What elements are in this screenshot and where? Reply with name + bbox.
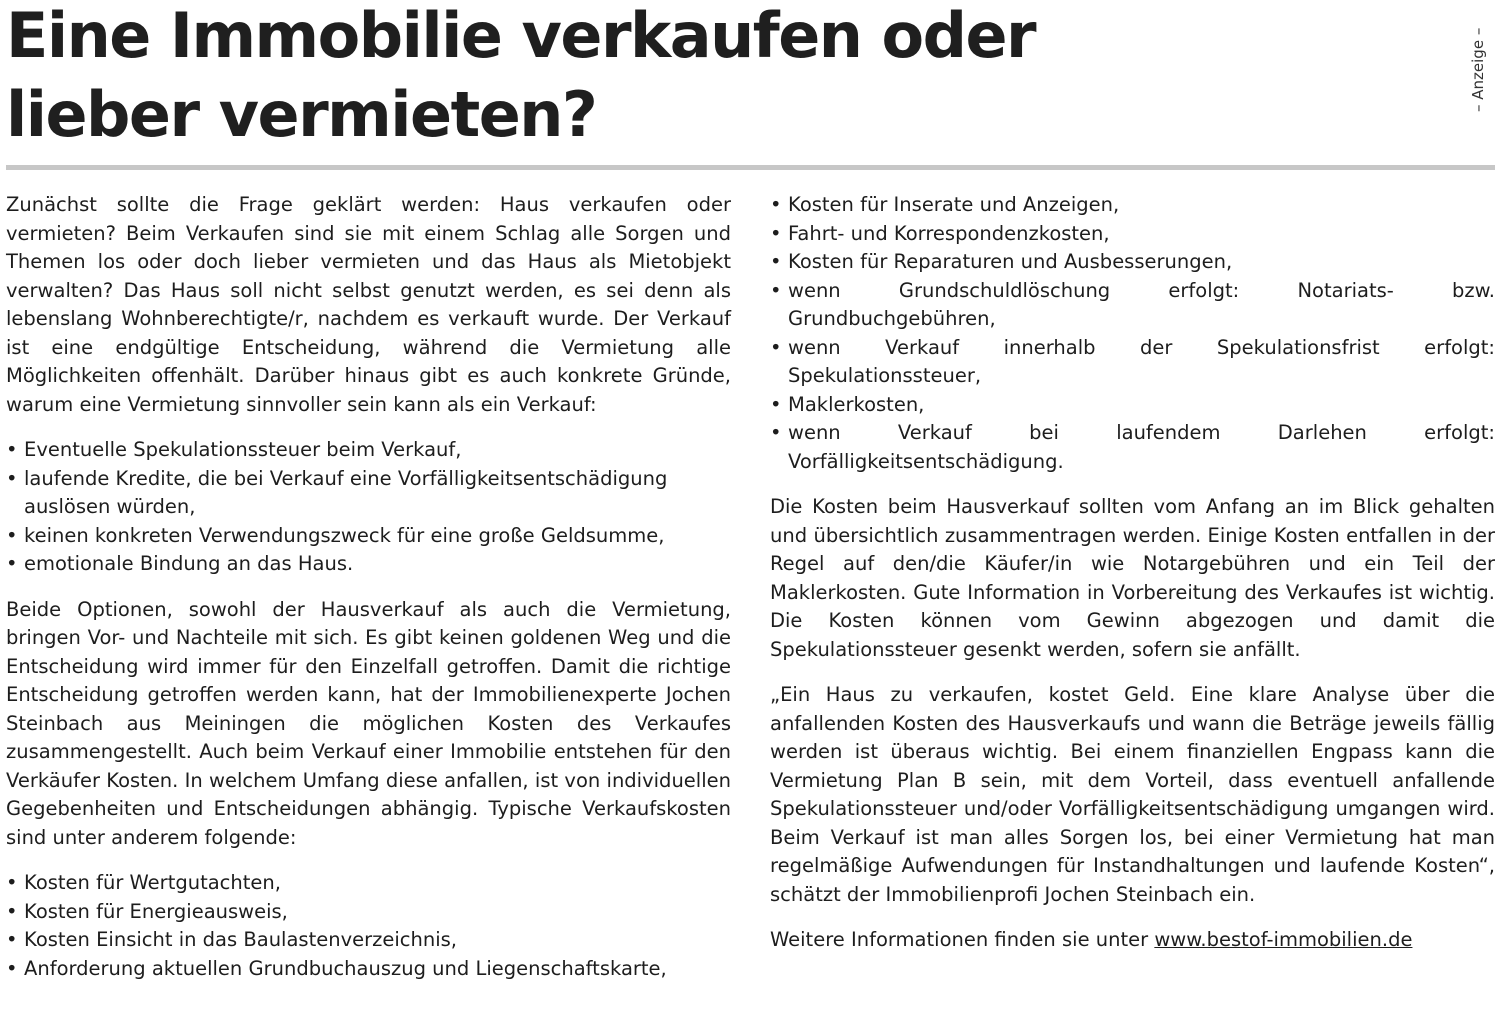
website-link[interactable]: www.bestof-immobilien.de (1154, 928, 1413, 951)
more-info-text: Weitere Informationen finden sie unter (770, 928, 1155, 951)
divider (6, 165, 1495, 170)
list-item: • emotionale Bindung an das Haus. (6, 550, 731, 579)
list-item: • laufende Kredite, die bei Verkauf eine Vorfälligkeitsentschädigung auslösen würden, (6, 465, 731, 522)
list-item: • keinen konkreten Verwendungszweck für eine große Geldsumme, (6, 522, 731, 551)
list-item: • Kosten für Reparaturen und Ausbesserungen, (770, 248, 1495, 277)
more-info (770, 926, 1495, 955)
page-title (6, 0, 1426, 154)
list-item: • Kosten Einsicht in das Baulastenverzeichnis, (6, 926, 731, 955)
right-column (770, 191, 1495, 972)
intro-paragraph: Zunächst sollte die Frage geklärt werden: Haus verkaufen oder vermieten? Beim Verkaufen sind sie mit einem Schlag alle Sorgen und Themen los oder doch lieber vermieten und das Haus als Mietobjekt verwalten? Das Haus soll nicht selbst genutzt werden, es sei denn als lebenslang Wohnberechtigte/r, nachdem es verkauft wurde. Der Verkauf ist eine endgültige Entscheidung, während die Vermietung alle Möglichkeiten offenhält. Darüber hinaus gibt es auch konkrete Gründe, warum eine Vermietung sinnvoller sein kann als ein Verkauf: (6, 193, 731, 416)
list-item: • Kosten für Energieausweis, (6, 898, 731, 927)
list-item: • Kosten für Wertgutachten, (6, 869, 731, 898)
costs-list (6, 869, 731, 983)
quote-paragraph: „Ein Haus zu verkaufen, kostet Geld. Eine klare Analyse über die anfallenden Kosten des Hausverkaufs und wann die Beträge jeweils fällig werden ist überaus wichtig. Bei einem finanziellen Engpass kann die Vermietung Plan B sein, mit dem Vorteil, dass eventuell anfallende Spekulationssteuer und/oder Vorfälligkeitsentschädigung umgangen wird. Beim Verkauf ist man alles Sorgen los, bei einer Vermietung hat man regelmäßige Aufwendungen für Instandhaltungen und laufende Kosten“, schätzt der Immobilienprofi Jochen Steinbach ein. (770, 683, 1495, 906)
reasons-list (6, 436, 731, 579)
headline-line-1: Eine Immobilie verkaufen oder (6, 0, 1036, 72)
left-column (6, 191, 731, 1000)
list-item: • Maklerkosten, (770, 391, 1495, 420)
costs-list-continued (770, 191, 1495, 476)
ad-label: – Anzeige – (1469, 27, 1487, 112)
list-item: • Kosten für Inserate und Anzeigen, (770, 191, 1495, 220)
headline-line-2: lieber vermieten? (6, 78, 597, 151)
list-item: • wenn Grundschuldlöschung erfolgt: Notariats- bzw. Grundbuchgebühren, (770, 277, 1495, 334)
list-item: • Anforderung aktuellen Grundbuchauszug und Liegenschaftskarte, (6, 955, 731, 984)
list-item: • wenn Verkauf bei laufendem Darlehen erfolgt: Vorfälligkeitsentschädigung. (770, 419, 1495, 476)
costs-note-paragraph: Die Kosten beim Hausverkauf sollten vom Anfang an im Blick gehalten und übersichtlich zusammentragen werden. Einige Kosten entfallen in der Regel auf den/die Käufer/in wie Notargebühren und ein Teil der Maklerkosten. Gute Information in Vorbereitung des Verkaufes ist wichtig. Die Kosten können vom Gewinn abgezogen und damit die Spekulationssteuer gesenkt werden, sofern sie anfällt. (770, 495, 1495, 661)
list-item: • wenn Verkauf innerhalb der Spekulationsfrist erfolgt: Spekulationssteuer, (770, 334, 1495, 391)
list-item: • Eventuelle Spekulationssteuer beim Verkauf, (6, 436, 731, 465)
options-paragraph: Beide Optionen, sowohl der Hausverkauf als auch die Vermietung, bringen Vor- und Nachteile mit sich. Es gibt keinen goldenen Weg und die Entscheidung wird immer für den Einzelfall getroffen. Damit die richtige Entscheidung getroffen werden kann, hat der Immobilienexperte Jochen Steinbach aus Meiningen die möglichen Kosten des Verkaufes zusammengestellt. Auch beim Verkauf einer Immobilie entstehen für den Verkäufer Kosten. In welchem Umfang diese anfallen, ist von individuellen Gegebenheiten und Entscheidungen abhängig. Typische Verkaufskosten sind unter anderem folgende: (6, 597, 731, 849)
list-item: • Fahrt- und Korrespondenzkosten, (770, 220, 1495, 249)
